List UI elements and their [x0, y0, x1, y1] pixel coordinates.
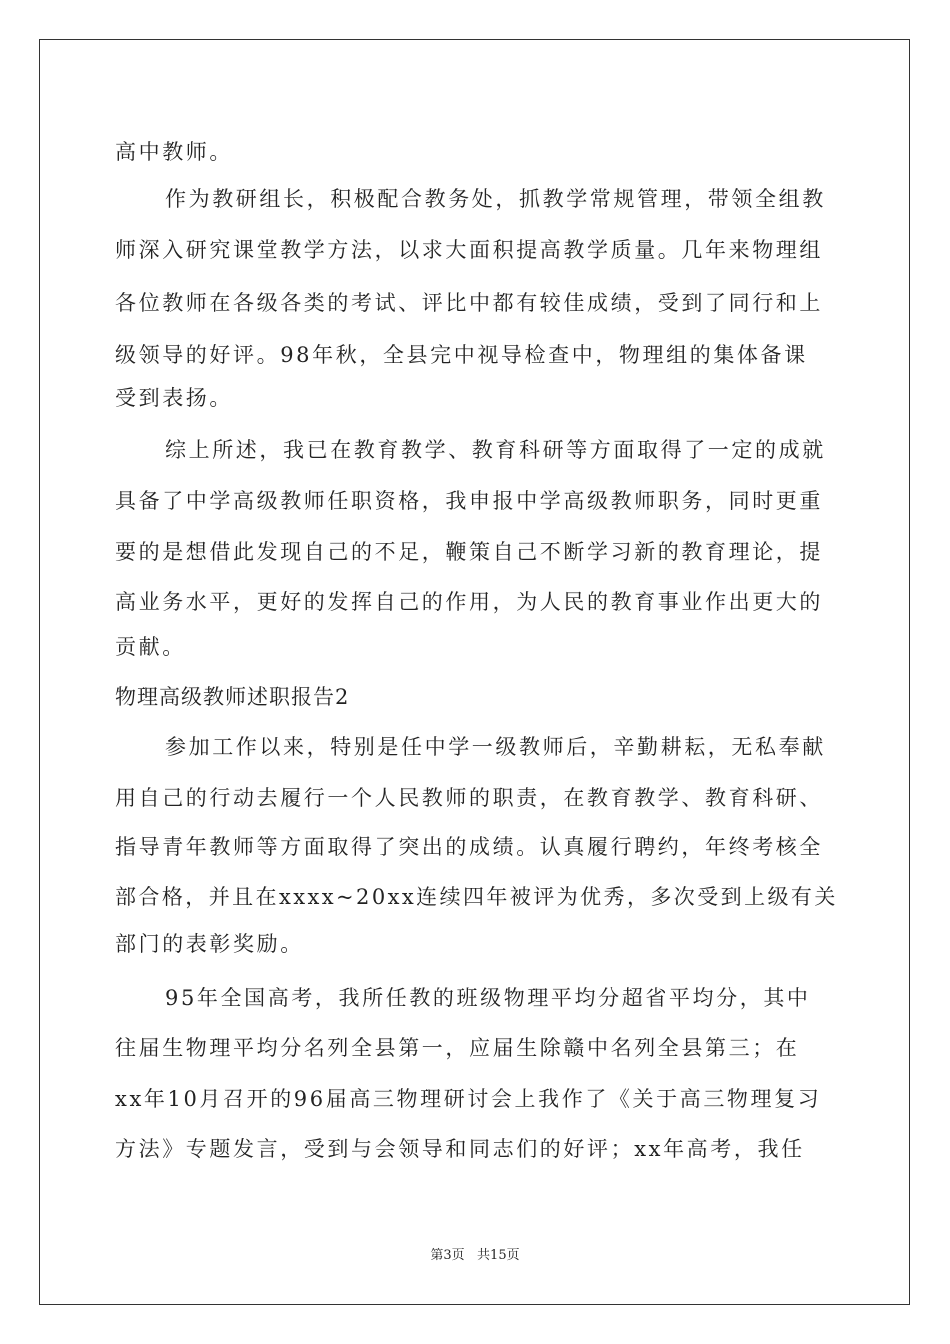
paragraph-first-line: 95年全国高考，我所任教的班级物理平均分超省平均分，其中 — [165, 986, 811, 1010]
text-line: 具备了中学高级教师任职资格，我申报中学高级教师职务，同时更重 — [115, 489, 823, 513]
text-line: 要的是想借此发现自己的不足，鞭策自己不断学习新的教育理论，提 — [115, 540, 823, 564]
paragraph-first-line: 参加工作以来，特别是任中学一级教师后，辛勤耕耘，无私奉献 — [165, 735, 826, 759]
text-line: 各位教师在各级各类的考试、评比中都有较佳成绩，受到了同行和上 — [115, 291, 823, 315]
text-line: 往届生物理平均分名列全县第一，应届生除赣中名列全县第三；在 — [115, 1036, 800, 1060]
text-line: 用自己的行动去履行一个人民教师的职责，在教育教学、教育科研、 — [115, 786, 823, 810]
text-line: 受到表扬。 — [115, 386, 233, 410]
text-line: 指导青年教师等方面取得了突出的成绩。认真履行聘约，年终考核全 — [115, 835, 823, 859]
page-number-footer: 第3页 共15页 — [430, 1248, 520, 1263]
text-line: 师深入研究课堂教学方法，以求大面积提高教学质量。几年来物理组 — [115, 238, 823, 262]
text-line: xx年10月召开的96届高三物理研讨会上我作了《关于高三物理复习 — [115, 1087, 822, 1111]
text-line: 方法》专题发言，受到与会领导和同志们的好评；xx年高考，我任 — [115, 1137, 805, 1161]
text-line: 部合格，并且在xxxx~20xx连续四年被评为优秀，多次受到上级有关 — [115, 885, 838, 909]
text-line: 高业务水平，更好的发挥自己的作用，为人民的教育事业作出更大的 — [115, 590, 823, 614]
text-line: 高中教师。 — [115, 140, 233, 164]
section-heading: 物理高级教师述职报告2 — [115, 685, 350, 709]
paragraph-first-line: 作为教研组长，积极配合教务处，抓教学常规管理，带领全组教 — [165, 187, 826, 211]
text-line: 级领导的好评。98年秋，全县完中视导检查中，物理组的集体备课 — [115, 343, 808, 367]
text-line: 部门的表彰奖励。 — [115, 932, 304, 956]
page-border — [39, 39, 910, 1305]
paragraph-first-line: 综上所述，我已在教育教学、教育科研等方面取得了一定的成就 — [165, 438, 826, 462]
text-line: 贡献。 — [115, 635, 186, 659]
